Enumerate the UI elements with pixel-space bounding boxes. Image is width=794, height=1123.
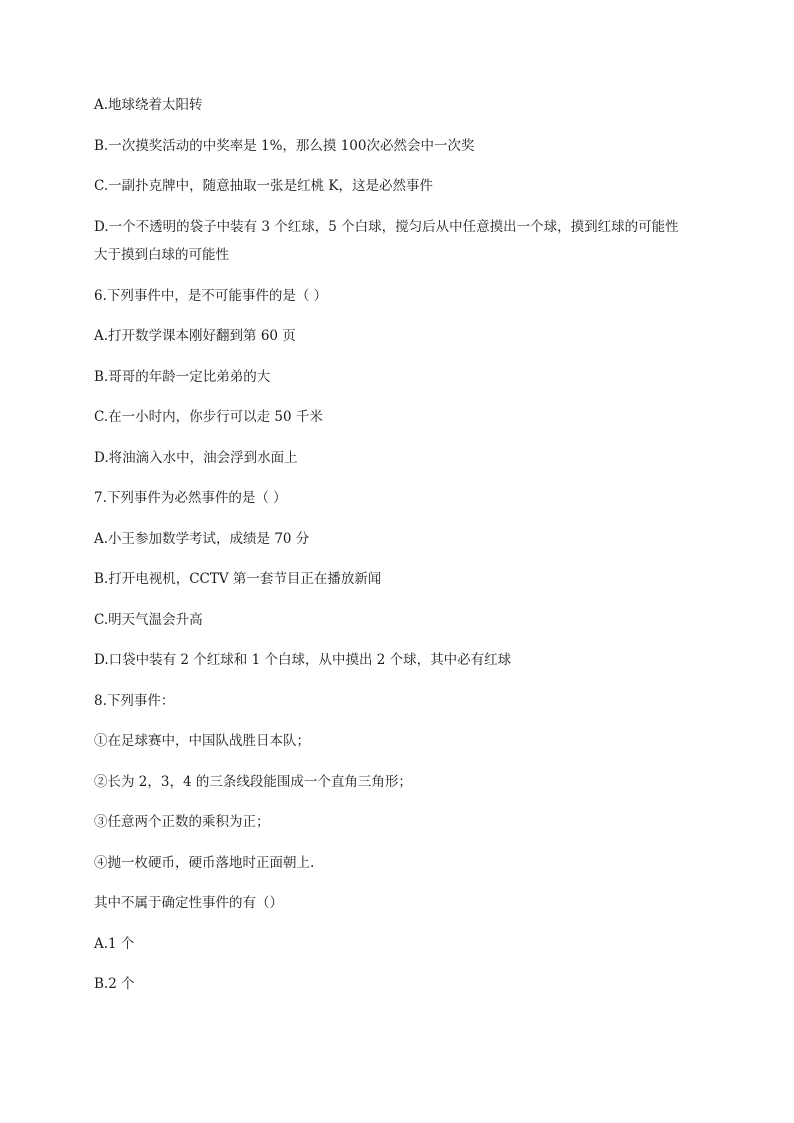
question-8: 8.下列事件： bbox=[94, 693, 175, 709]
q7-option-b: B.打开电视机，CCTV 第一套节目正在播放新闻 bbox=[94, 571, 382, 587]
option-d-bag-line1: D.一个不透明的袋子中装有 3 个红球，5 个白球，搅匀后从中任意摸出一个球，摸到红球的可能性 bbox=[94, 219, 679, 235]
q7-option-c: C.明天气温会升高 bbox=[94, 612, 203, 628]
q6-option-c: C.在一小时内，你步行可以走 50 千米 bbox=[94, 409, 323, 425]
option-a-earth: A.地球绕着太阳转 bbox=[94, 97, 203, 113]
question-7: 7.下列事件为必然事件的是（ ） bbox=[94, 490, 287, 506]
q6-option-a: A.打开数学课本刚好翻到第 60 页 bbox=[94, 328, 296, 344]
q7-option-d: D.口袋中装有 2 个红球和 1 个白球，从中摸出 2 个球，其中必有红球 bbox=[94, 652, 512, 668]
question-6: 6.下列事件中，是不可能事件的是（ ） bbox=[94, 288, 328, 304]
q8-prompt: 其中不属于确定性事件的有（） bbox=[94, 895, 283, 911]
q8-option-b: B.2 个 bbox=[94, 976, 135, 992]
option-b-lottery: B.一次摸奖活动的中奖率是 1%，那么摸 100次必然会中一次奖 bbox=[94, 138, 475, 154]
q8-event-4: ④抛一枚硬币，硬币落地时正面朝上. bbox=[94, 855, 315, 871]
option-d-bag-line2: 大于摸到白球的可能性 bbox=[94, 247, 229, 263]
q8-event-3: ③任意两个正数的乘积为正； bbox=[94, 814, 270, 830]
q8-event-1: ①在足球赛中，中国队战胜日本队； bbox=[94, 733, 310, 749]
q6-option-b: B.哥哥的年龄一定比弟弟的大 bbox=[94, 369, 271, 385]
q6-option-d: D.将油滴入水中，油会浮到水面上 bbox=[94, 450, 298, 466]
q7-option-a: A.小王参加数学考试，成绩是 70 分 bbox=[94, 531, 310, 547]
option-c-poker: C.一副扑克牌中，随意抽取一张是红桃 K，这是必然事件 bbox=[94, 178, 434, 194]
q8-event-2: ②长为 2，3，4 的三条线段能围成一个直角三角形； bbox=[94, 774, 412, 790]
q8-option-a: A.1 个 bbox=[94, 936, 135, 952]
